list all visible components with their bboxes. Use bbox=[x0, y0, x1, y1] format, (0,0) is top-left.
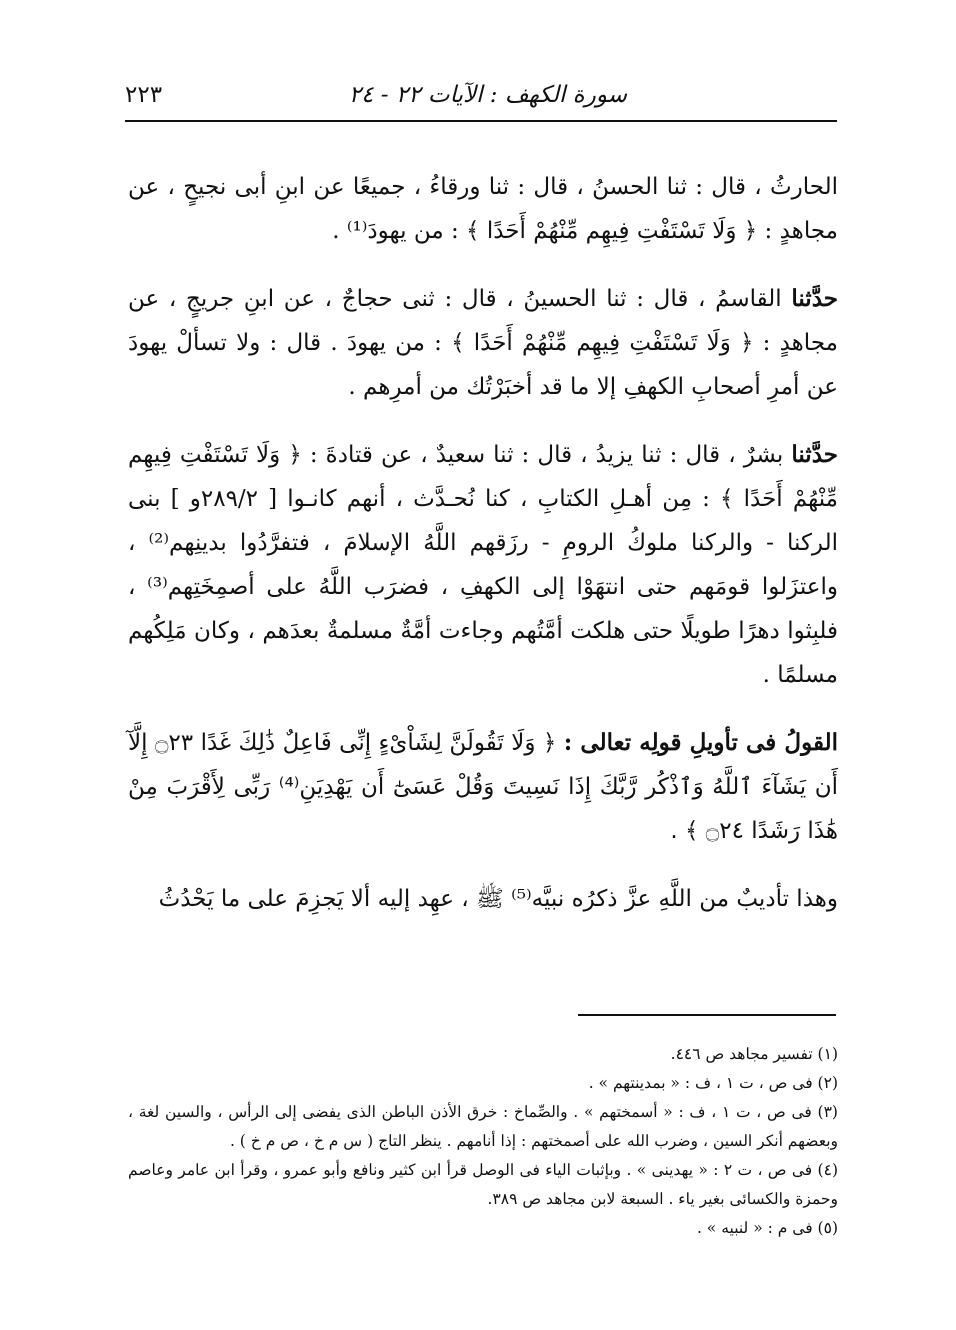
paragraph-1 bbox=[128, 165, 838, 253]
page-number: ٢٢٣ bbox=[125, 82, 163, 108]
footnote-separator bbox=[578, 1014, 836, 1016]
paragraph-text: بشرٌ ، قال : ثنا يزيدُ ، قال : ثنا سعيدٌ ، عن قتادةَ : ﴿ وَلَا تَسْتَفْتِ فِيهِم مِّنْهُمْ أَحَدًا ﴾ : مِن أهـلِ الكتابِ ، كنا نُحـدَّث ، أنهم كانـوا [ ٢٨٩/٢و ] بنى الركنا - والركنا ملوكُ الرومِ - رزَقهم اللَّهُ الإسلامَ ، فتفرَّدُوا بدينِهم⁽²⁾ ، واعتزَلوا قومَهم حتى انتهَوْا إلى الكهفِ ، فضرَب اللَّهُ على أصمِخَتِهم⁽³⁾ ، فلبِثوا دهرًا طويلًا حتى هلكت أمَّتُهم وجاءت أمَّةٌ مسلمةٌ بعدَهم ، وكان مَلِكُهم مسلمًا . bbox=[128, 442, 838, 688]
running-title: سورة الكهف : الآيات ٢٢ - ٢٤ bbox=[348, 82, 627, 108]
paragraph-2 bbox=[128, 277, 838, 409]
quran-verse: ﴿ وَلَا تَقُولَنَّ لِشَاْىْءٍ إِنِّى فَاعِلٌ ذَٰلِكَ غَدًا ۝٢٣ إِلَّآ أَن يَشَآءَ ٱللَّهُ وَٱذْكُر رَّبَّكَ إِذَا نَسِيتَ وَقُلْ عَسَىٰٓ أَن يَهْدِيَنِ⁽⁴⁾ رَبِّى لِأَقْرَبَ مِنْ هَٰذَا رَشَدًا ۝٢٤ ﴾ . bbox=[128, 730, 838, 844]
footnote-3: (٣) فى ص ، ت ١ ، ف : « أسمختهم » . والصِّماخ : خرق الأذن الباطن الذى يفضى إلى الرأس ، والسين لغة ، وبعضهم أنكر السين ، وضرب الله على أصمختهم : إذا أنامهم . ينظر التاج ( س م خ ، ص م خ ) . bbox=[128, 1103, 838, 1150]
paragraph-text: وهذا تأديبٌ من اللَّهِ عزَّ ذكرُه نبيَّه⁽⁵⁾ ﷺ ، عهِد إليه ألا يَجزِمَ على ما يَحْدُثُ bbox=[158, 886, 838, 912]
paragraph-text: القاسمُ ، قال : ثنا الحسينُ ، قال : ثنى حجاجٌ ، عن ابنِ جريجٍ ، عن مجاهدٍ : ﴿ وَلَا تَسْتَفْتِ فِيهِم مِّنْهُمْ أَحَدًا ﴾ : من يهودَ . قال : ولا تسألْ يهودَ عن أمرِ أصحابِ الكهفِ إلا ما قد أخبَرْتُك من أمرِهم . bbox=[128, 286, 838, 400]
paragraph-lead: حدَّثنا bbox=[791, 285, 838, 312]
paragraph-5 bbox=[128, 877, 838, 921]
footnote-2: (٢) فى ص ، ت ١ ، ف : « بمدينتهم » . bbox=[588, 1074, 838, 1092]
paragraph-text: الحارثُ ، قال : ثنا الحسنُ ، قال : ثنا ورقاءُ ، جميعًا عن ابنِ أبى نجيحٍ ، عن مجاهدٍ : ﴿ وَلَا تَسْتَفْتِ فِيهِم مِّنْهُمْ أَحَدًا ﴾ : من يهودَ⁽¹⁾ . bbox=[128, 174, 838, 244]
paragraph-3 bbox=[128, 433, 838, 697]
section-heading: القولُ فى تأويلِ قولِه تعالى : bbox=[563, 729, 838, 756]
page-header bbox=[125, 78, 837, 122]
header-rule bbox=[125, 120, 837, 122]
footnotes bbox=[128, 1040, 838, 1243]
paragraph-4 bbox=[128, 721, 838, 853]
paragraph-lead: حدَّثنا bbox=[791, 441, 838, 468]
footnote-4: (٤) فى ص ، ت ٢ : « يهدينى » . وبإثبات الياء فى الوصل قرأ ابن كثير ونافع وأبو عمرو ، وقرأ ابن عامر وعاصم وحمزة والكسائى بغير ياء . السبعة لابن مجاهد ص ٣٨٩. bbox=[128, 1161, 838, 1208]
main-text bbox=[128, 165, 838, 945]
footnote-5: (٥) فى م : « لنبيه » . bbox=[696, 1219, 838, 1237]
footnote-1: (١) تفسير مجاهد ص ٤٤٦. bbox=[670, 1045, 838, 1063]
